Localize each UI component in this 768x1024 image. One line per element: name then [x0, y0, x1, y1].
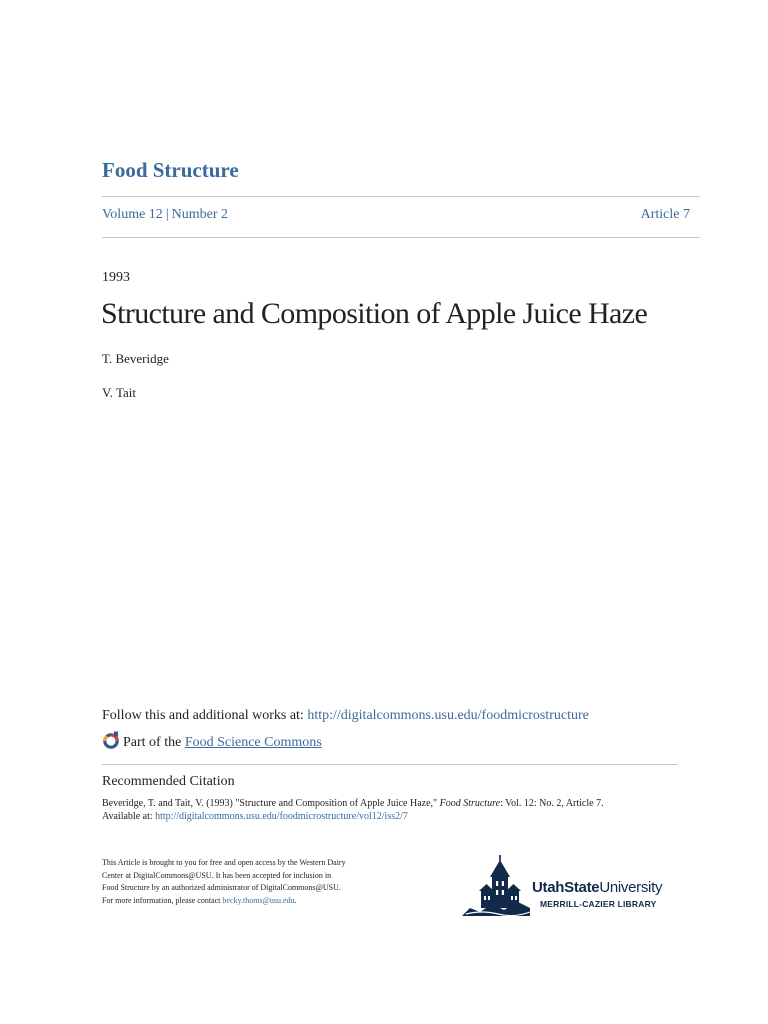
- issue-divider: [102, 237, 700, 238]
- logo-name-thin: University: [599, 879, 663, 896]
- old-main-tower-icon: [462, 854, 542, 920]
- contact-email-link[interactable]: becky.thoms@usu.edu: [222, 895, 295, 905]
- issue-separator: |: [165, 207, 169, 222]
- notice-line-1: This Article is brought to you for free and open access by the Western Dairy: [102, 858, 346, 867]
- notice-line-4: For more information, please contact: [102, 895, 223, 905]
- number-link[interactable]: Number 2: [171, 207, 229, 222]
- notice-line-4-suffix: .: [294, 895, 297, 905]
- publication-year: 1993: [102, 270, 130, 285]
- author-1: T. Beveridge: [102, 351, 169, 366]
- digital-commons-icon: [102, 731, 120, 754]
- recommended-citation-heading: Recommended Citation: [102, 774, 235, 789]
- top-divider: [102, 196, 700, 197]
- citation-text-after: : Vol. 12: No. 2, Article 7.: [500, 798, 604, 809]
- journal-title[interactable]: Food Structure: [102, 158, 239, 182]
- citation-journal: Food Structure: [439, 798, 501, 809]
- access-notice: [102, 857, 402, 907]
- logo-university-name: [532, 879, 662, 896]
- available-label: Available at:: [102, 811, 156, 822]
- food-science-commons-link[interactable]: Food Science Commons: [184, 735, 322, 750]
- usu-library-logo[interactable]: [462, 854, 672, 920]
- available-url-link[interactable]: http://digitalcommons.usu.edu/foodmicrostructure/vol12/iss2/7: [155, 811, 408, 822]
- follow-line: [102, 708, 589, 724]
- follow-url-link[interactable]: http://digitalcommons.usu.edu/foodmicrostructure: [307, 708, 589, 723]
- volume-link[interactable]: Volume 12: [102, 207, 163, 222]
- notice-line-3: Food Structure by an authorized administrator of DigitalCommons@USU.: [102, 883, 341, 892]
- citation-text: [102, 797, 702, 823]
- follow-prefix: Follow this and additional works at:: [102, 708, 308, 723]
- logo-name-bold: UtahState: [532, 879, 600, 896]
- citation-divider: [102, 764, 678, 765]
- article-link[interactable]: Article 7: [640, 207, 690, 222]
- article-title: Structure and Composition of Apple Juice Haze: [101, 297, 648, 330]
- author-2: V. Tait: [102, 385, 137, 400]
- part-of-line: [102, 731, 322, 754]
- logo-library-name: MERRILL-CAZIER LIBRARY: [540, 899, 657, 909]
- notice-line-2: Center at DigitalCommons@USU. It has been accepted for inclusion in: [102, 870, 332, 880]
- citation-text-before: Beveridge, T. and Tait, V. (1993) "Structure and Composition of Apple Juice Haze,": [102, 798, 440, 809]
- part-of-prefix: Part of the: [123, 735, 185, 750]
